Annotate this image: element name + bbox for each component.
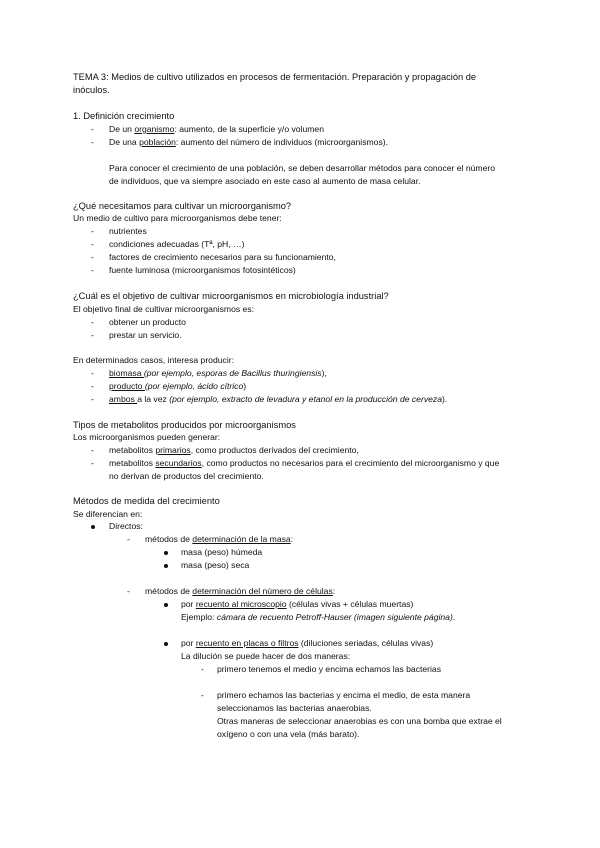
list-item: fuente luminosa (microorganismos fotosintéticos) bbox=[109, 265, 296, 275]
dash-bullet: - bbox=[91, 458, 94, 468]
document-title-line-1: TEMA 3: Medios de cultivo utilizados en procesos de fermentación. Preparación y propagación de bbox=[73, 72, 477, 82]
list-item: primero tenemos el medio y encima echamos las bacterias bbox=[217, 664, 442, 674]
list-item: producto (por ejemplo, ácido cítrico) bbox=[109, 381, 247, 391]
document-title-line-2: inóculos. bbox=[73, 85, 110, 95]
section-heading: Tipos de metabolitos producidos por microorganismos bbox=[73, 420, 296, 430]
example-line: Ejemplo: cámara de recuento Petroff-Hauser (imagen siguiente página). bbox=[181, 612, 456, 622]
dash-bullet: - bbox=[91, 239, 94, 249]
list-item: metabolitos primarios, como productos derivados del crecimiento, bbox=[109, 445, 359, 455]
intro-line: Un medio de cultivo para microorganismos debe tener: bbox=[73, 213, 282, 223]
dash-bullet: - bbox=[91, 445, 94, 455]
list-item: por recuento al microscopio (células vivas + células muertas) bbox=[181, 599, 414, 609]
intro-line: En determinados casos, interesa producir: bbox=[73, 355, 234, 365]
list-item: masa (peso) húmeda bbox=[181, 547, 263, 557]
list-item-numero: métodos de determinación del número de células: bbox=[145, 586, 336, 596]
list-item: nutrientes bbox=[109, 226, 147, 236]
dash-bullet: - bbox=[91, 124, 94, 134]
bullet-dot bbox=[164, 551, 168, 555]
list-item-directos: Directos: bbox=[109, 521, 143, 531]
paragraph-line: de individuos, que va siempre asociado en este caso al aumento de masa celular. bbox=[109, 176, 421, 186]
list-item: prestar un servicio. bbox=[109, 330, 182, 340]
intro-line: Se diferencian en: bbox=[73, 509, 143, 519]
dash-bullet: - bbox=[91, 226, 94, 236]
intro-line: El objetivo final de cultivar microorganismos es: bbox=[73, 304, 255, 314]
dash-bullet: - bbox=[91, 265, 94, 275]
dash-bullet: - bbox=[91, 317, 94, 327]
section-heading: ¿Cuál es el objetivo de cultivar microorganismos en microbiología industrial? bbox=[73, 291, 389, 301]
list-item-masa: métodos de determinación de la masa: bbox=[145, 534, 294, 544]
dash-bullet: - bbox=[127, 534, 130, 544]
section-heading: Métodos de medida del crecimiento bbox=[73, 496, 220, 506]
intro-line: Los microorganismos pueden generar: bbox=[73, 432, 221, 442]
list-item-continuation: seleccionamos las bacterias anaerobias. bbox=[217, 703, 372, 713]
bullet-dot bbox=[164, 603, 168, 607]
list-item: primero echamos las bacterias y encima el medio, de esta manera bbox=[217, 690, 471, 700]
dash-bullet: - bbox=[91, 137, 94, 147]
list-item-continuation: no derivan de productos del crecimiento. bbox=[109, 471, 264, 481]
bullet-dot bbox=[164, 564, 168, 568]
list-item: por recuento en placas o filtros (diluciones seriadas, células vivas) bbox=[181, 638, 434, 648]
list-item: condiciones adecuadas (Tª, pH, …) bbox=[109, 239, 245, 249]
dash-bullet: - bbox=[91, 368, 94, 378]
list-item: metabolitos secundarios, como productos no necesarios para el crecimiento del microorganismo y que bbox=[109, 458, 500, 468]
paragraph-line: Otras maneras de seleccionar anaerobias es con una bomba que extrae el bbox=[217, 716, 502, 726]
list-item: biomasa (por ejemplo, esporas de Bacillus thuringiensis), bbox=[109, 368, 327, 378]
paragraph-line: Para conocer el crecimiento de una población, se deben desarrollar métodos para conocer el número bbox=[109, 163, 495, 173]
dash-bullet: - bbox=[91, 394, 94, 404]
dash-bullet: - bbox=[91, 330, 94, 340]
section-heading: 1. Definición crecimiento bbox=[73, 111, 175, 121]
list-item: De un organismo: aumento, de la superficie y/o volumen bbox=[109, 124, 324, 134]
paragraph-line: oxígeno o con una vela (más barato). bbox=[217, 729, 360, 739]
list-item: obtener un producto bbox=[109, 317, 186, 327]
list-item: factores de crecimiento necesarios para su funcionamiento, bbox=[109, 252, 336, 262]
paragraph-line: La dilución se puede hacer de dos maneras: bbox=[181, 651, 351, 661]
bullet-dot bbox=[164, 642, 168, 646]
list-item: De una población: aumento del número de individuos (microorganismos). bbox=[109, 137, 388, 147]
bullet-dot bbox=[91, 525, 95, 529]
dash-bullet: - bbox=[127, 586, 130, 596]
dash-bullet: - bbox=[201, 664, 204, 674]
section-heading: ¿Qué necesitamos para cultivar un microorganismo? bbox=[73, 201, 292, 211]
dash-bullet: - bbox=[91, 381, 94, 391]
dash-bullet: - bbox=[91, 252, 94, 262]
list-item: masa (peso) seca bbox=[181, 560, 250, 570]
list-item: ambos a la vez (por ejemplo, extracto de levadura y etanol en la producción de cerveza). bbox=[109, 394, 448, 404]
dash-bullet: - bbox=[201, 690, 204, 700]
